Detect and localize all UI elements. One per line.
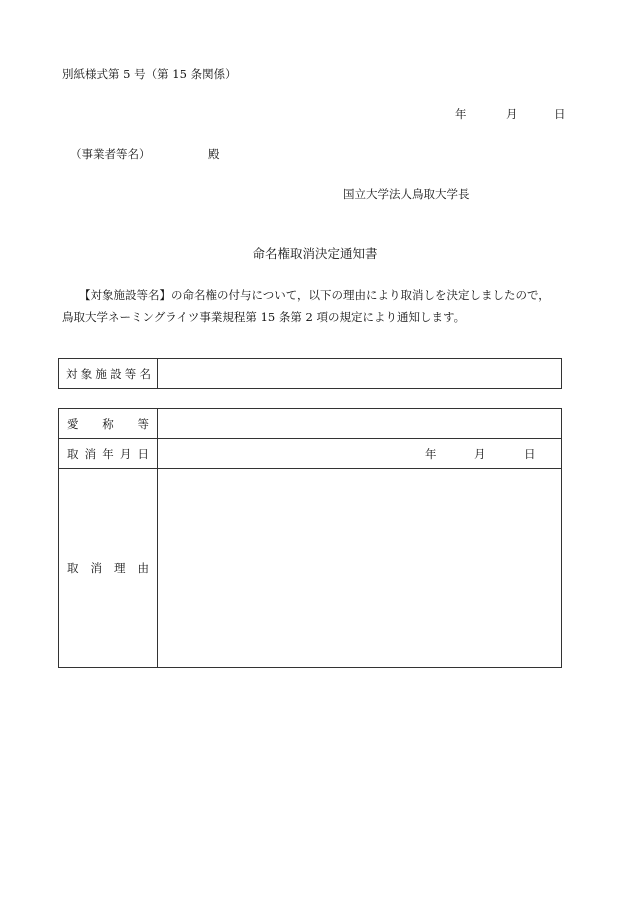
reason-label [67,560,149,576]
document-title: 命名権取消決定通知書 [252,246,378,261]
cancel-date-year: 年 [425,446,437,461]
facility-label-char: 象 [80,366,93,381]
reason-label-char: 取 [67,561,79,575]
cancel-date-value-field[interactable] [158,439,562,469]
nickname-label-cell [59,409,158,439]
facility-label-char: 設 [110,366,122,381]
addressee: （事業者等名） [70,147,151,161]
form-number-label: 別紙様式第 5 号（第 15 条関係） [62,67,237,81]
facility-table [58,358,562,389]
body-text [62,284,550,328]
reason-label-char: 消 [90,561,102,575]
reason-label-char: 理 [114,561,126,575]
honorific: 殿 [208,147,220,161]
issue-date-day: 日 [554,107,566,121]
cancel-date-label-char: 消 [84,446,97,461]
facility-label-char: 対 [66,366,78,381]
nickname-label-char: 称 [102,416,114,431]
facility-label [66,366,151,382]
facility-label-char: 施 [95,366,107,381]
body-line-2: 鳥取大学ネーミングライツ事業規程第 15 条第 2 項の規定により通知します。 [62,310,466,324]
issue-date-month: 月 [506,107,518,121]
nickname-value-field[interactable] [158,409,562,439]
cancel-date-month: 月 [474,446,486,461]
reason-label-char: 由 [137,561,149,575]
cancel-date-label-char: 月 [119,446,132,461]
cancel-date-label-char: 年 [102,446,114,461]
cancel-date-label [67,446,149,462]
cancel-date-label-char: 取 [67,446,79,461]
reason-value-field[interactable] [158,469,562,668]
facility-value-field[interactable] [158,359,562,389]
cancel-date-label-char: 日 [137,446,149,461]
nickname-label [67,416,149,432]
nickname-label-char: 愛 [67,416,79,431]
cancel-date-label-cell [59,439,158,469]
issuer: 国立大学法人鳥取大学長 [343,187,470,201]
issue-date-year: 年 [455,107,467,121]
facility-label-char: 名 [139,366,151,381]
nickname-label-char: 等 [137,416,149,431]
reason-label-cell [59,469,158,668]
facility-label-char: 等 [124,366,137,381]
cancel-date-day: 日 [524,446,536,461]
details-table [58,408,562,668]
facility-label-cell [59,359,158,389]
body-line-1: 【対象施設等名】の命名権の付与について，以下の理由により取消しを決定しましたので， [79,288,550,302]
